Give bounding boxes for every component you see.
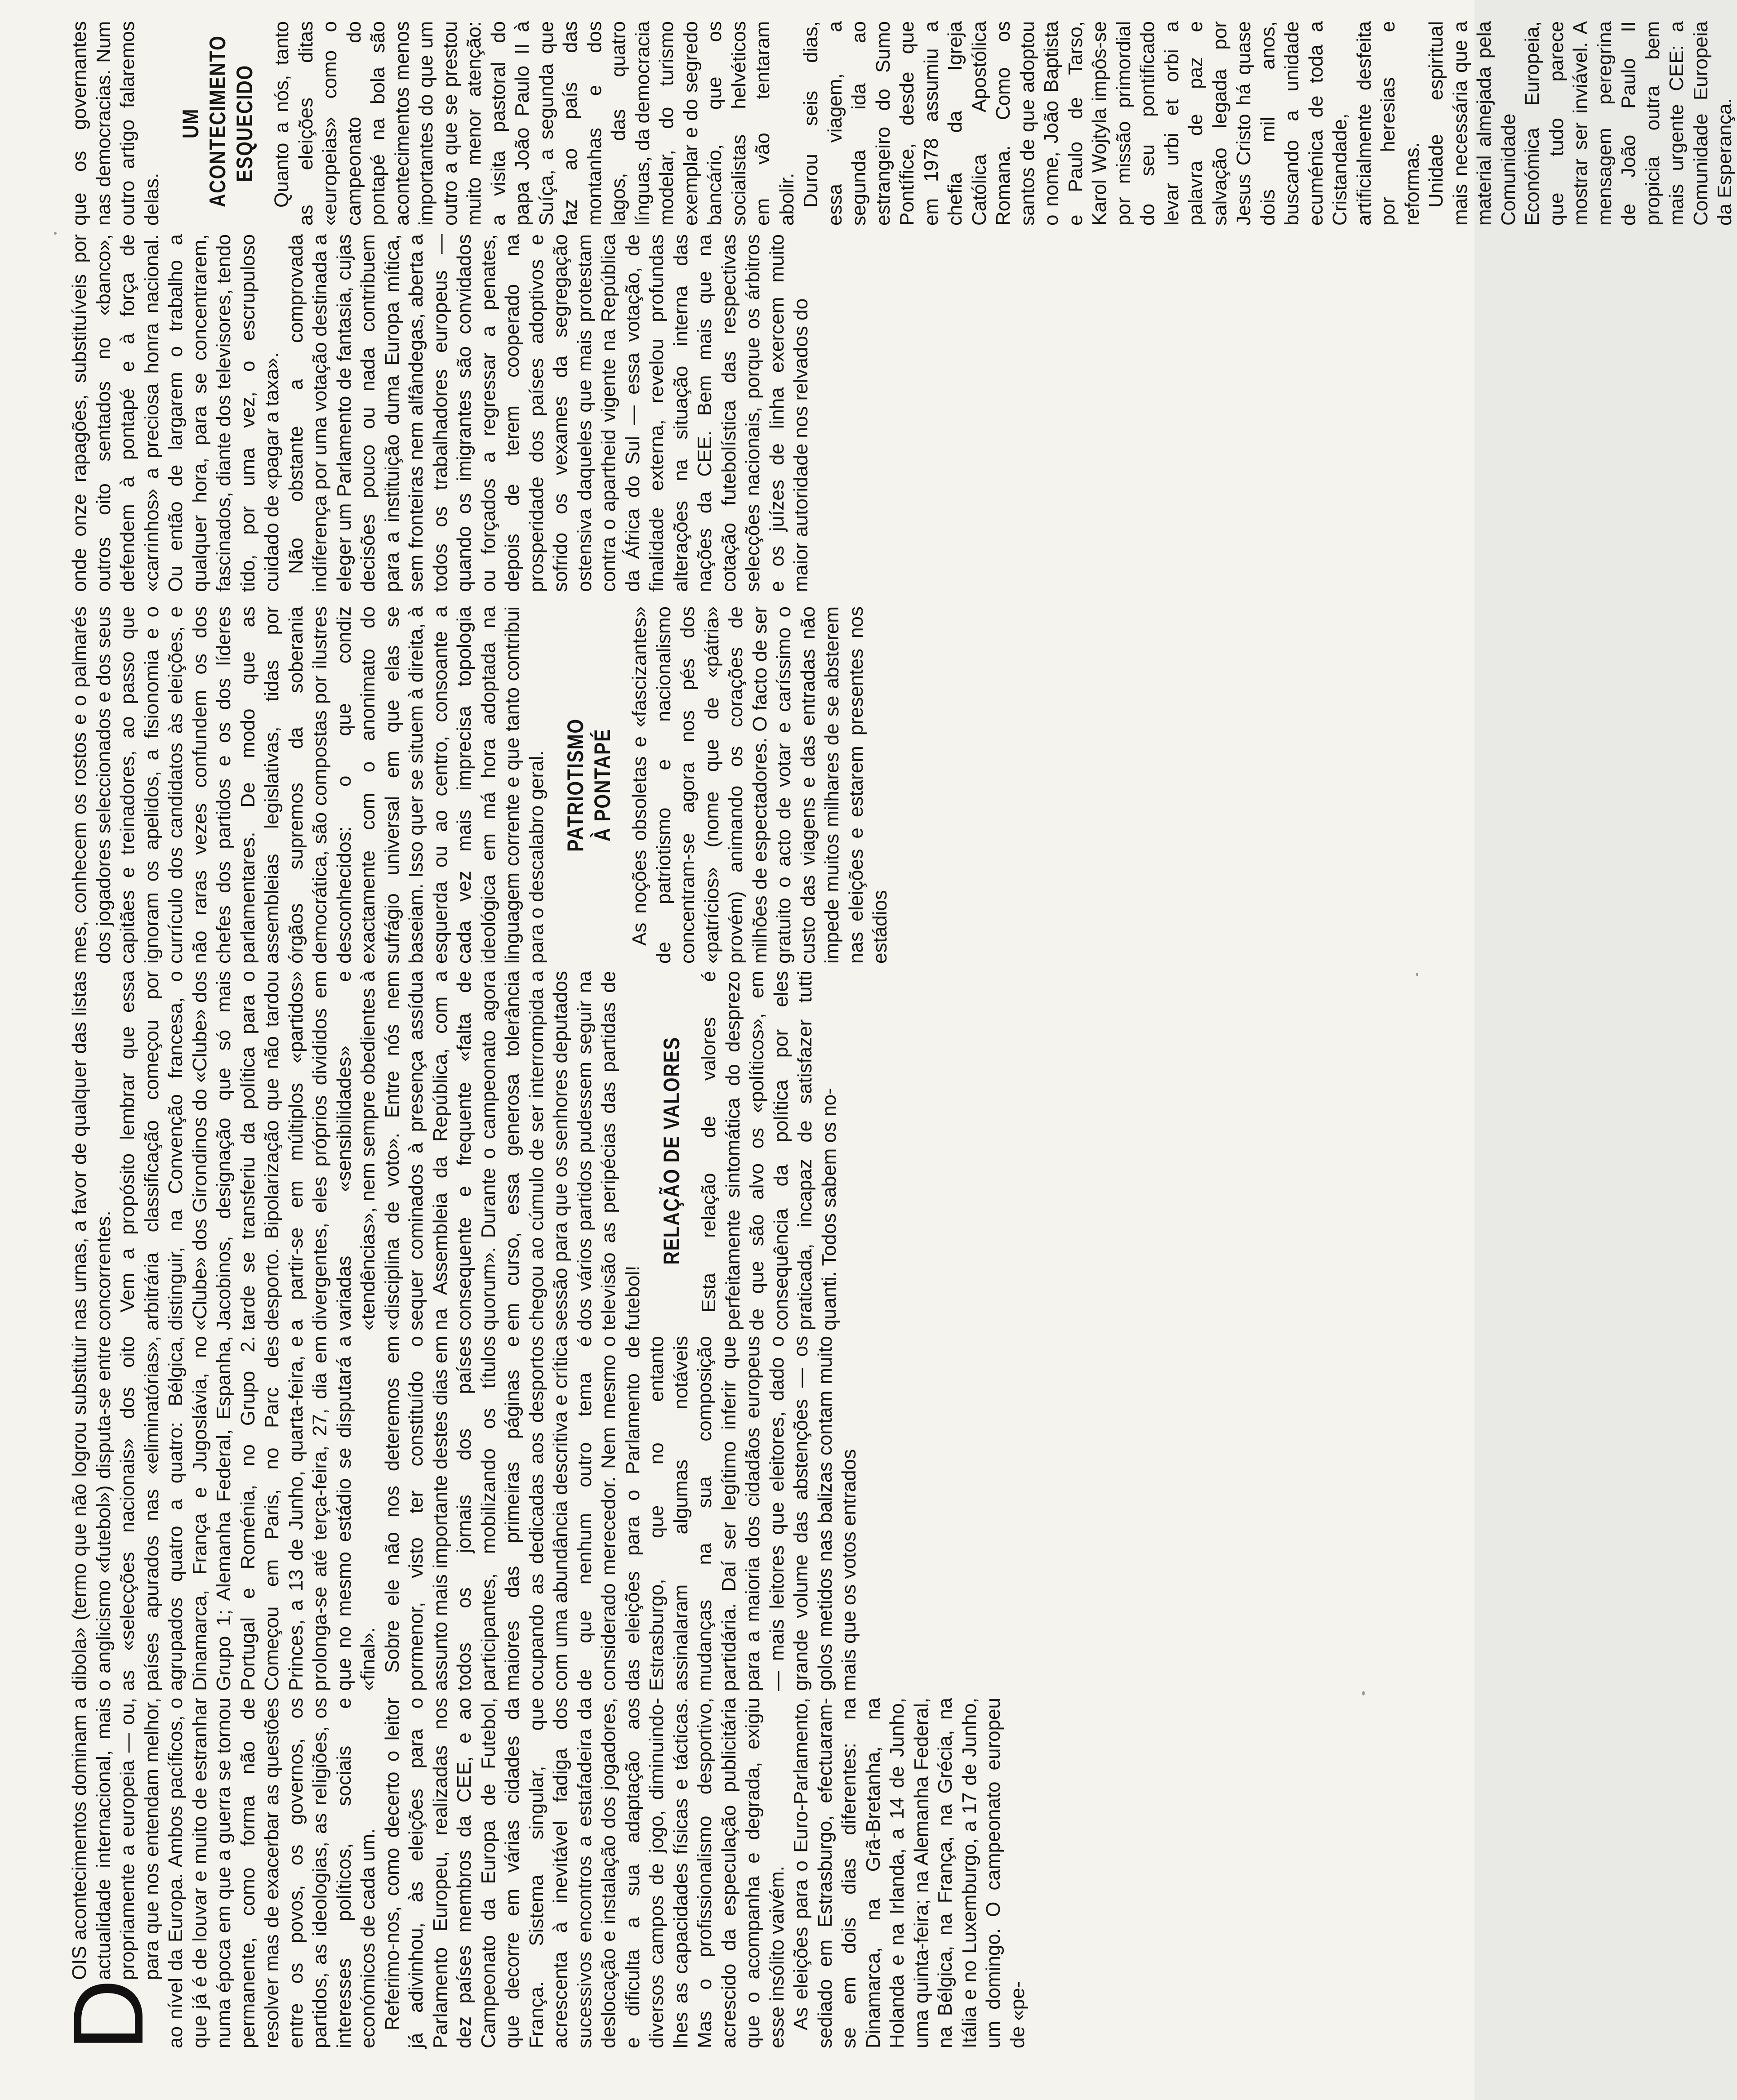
drop-cap: D [53, 1979, 164, 2051]
column-1 [53, 1698, 1425, 2051]
paragraph: Vem a propósito lembrar que essa arbitrária classificação começou por distinguir, na Convenção francesa, o «Clube» dos Girondinos do «Clube» dos Jacobinos, designação que só mais tarde se transferiu da política para o desporto. Bipolarização que não tardou a partir-se em múltiplos «partidos» divergentes, eles próprios divididos em variadas «sensibilidades» e «tendências», nem sempre obedientes à «disciplina de voto». Entre nós nem sequer cominados à presença assídua na Assembleia da República, com a consequente e frequente «falta de quorum». Durante o campeonato agora em curso, essa generosa tolerância chegou ao cúmulo de ser interrompida a sessão para que os senhores deputados dos vários partidos pudessem seguir na televisão as peripécias das partidas de futebol! [116, 971, 644, 1330]
paragraph: que os governantes nas democracias. Num outro artigo falaremos delas. [68, 21, 163, 226]
subheading-relacao-de-valores: RELAÇÃO DE VALORES [659, 1037, 684, 1265]
column-4 [67, 606, 1425, 964]
column-3 [67, 971, 1425, 1330]
paragraph: As noções obsoletas e «fascizantes» de patriotismo e nacionalismo concentram-se agora nos pés dos «patrícios» (nome que de «pátria» provém) animando os corações de milhões de espectadores. O facto de ser gratuito o acto de votar e caríssimo o custo das viagens e das entradas não impede muitos milhares de se absterem nas eleições e estarem presentes nos estádios [628, 606, 891, 964]
paragraph: Esta relação de valores é perfeitamente sintomática do desprezo de que são alvo os «políticos», em consequência da política por eles praticada, incapaz de satisfazer tutti quanti. Todos sabem os no- [698, 971, 840, 1330]
paragraph: onde onze rapagões, substituíveis por outros oito sentados no «banco», defendem à pontapé e à força de «carrinhos» a preciosa honra nacional. Ou então de largarem o trabalho a qualquer hora, para se concentrarem, fascinados, diante dos televisores, tendo tido, por uma vez, o escrupuloso cuidado de «pagar a taxa». [68, 234, 283, 592]
paragraph: Durou seis dias, essa viagem, a segunda ida ao estrangeiro do Sumo Pontífice, desde que em 1978 assumiu a chefia da Igreja Católica Apostólica Romana. Como os santos de que adoptou o nome, João Baptista e Paulo de Tarso, Karol Wojtyla impôs-se por missão primordial do seu pontificado levar urbi et orbi a palavra de paz e salvação legada por Jesus Cristo há quase dois mil anos, buscando a unidade ecuménica de toda a Cristandade, artificialmente desfeita por heresias e reformas. [800, 21, 1423, 226]
paragraph: Quanto a nós, tanto as eleições ditas «europeias» como o campeonato do pontapé na bola são acontecimentos menos importantes do que um outro a que se prestou muito menor atenção: a visita pastoral do papa João Paulo II à Suíça, a segunda que faz ao país das montanhas e dos lagos, das quatro línguas, da democracia modelar, do turismo exemplar e do segredo bancário, que os socialistas helvéticos em vão tentaram abolir. [271, 21, 798, 226]
subheading-line-1: PATRIOTISMO [563, 718, 588, 852]
paragraph: Não obstante a comprovada indiferença por uma votação destinada a eleger um Parlamento de fantasia, cujas decisões pouco ou nada contribuem para a instituição duma Europa mítica, sem fronteiras nem alfândegas, aberta a todos os trabalhadores europeus — quando os imigrantes são convidados ou forçados a regressar a penates, depois de terem cooperado na prosperidade dos países adoptivos e sofrido os vexames da segregação ostensiva daqueles que mais protestam contra o apartheid vigente na República da África do Sul — essa votação, de finalidade externa, revelou profundas alterações na situação interna das nações da CEE. Bem mais que na cotação futebolística das respectivas selecções nacionais, porque os árbitros e os juízes de linha exercem muito maior autoridade nos relvados do [285, 234, 812, 592]
paragraph: OIS acontecimentos dominam a actualidade internacional, mais propriamente a europeia — ou, para que nos entendam melhor, ao nível da Europa. Ambos pacíficos, o que já é de louvar e muito de estranhar numa época em que a guerra se tornou permanente, como forma não de resolver mas de exacerbar as questões entre os povos, os governos, os partidos, as ideologias, as religiões, os interesses políticos, sociais e económicos de cada um. [68, 1698, 379, 2048]
scan-speck [54, 232, 57, 235]
paragraph: Sobre ele não nos deteremos em pormenor, visto ter constituído o assunto mais importante destes dias em todos os jornais dos países participantes, mobilizando os títulos maiores das primeiras páginas e ocupando as dedicadas aos desportos com uma abundância descritiva e crítica de que nenhum outro tema é considerado merecedor. Nem mesmo o das eleições para o Parlamento de Estrasburgo, que no entanto assinalaram algumas notáveis mudanças na sua composição partidária. Daí ser legítimo inferir que para a maioria dos cidadãos europeus — mais leitores que eleitores, dado o grande volume das abstenções — os golos metidos nas balizas contam muito mais que os votos entrados [381, 1336, 860, 1691]
column-2 [67, 1336, 1425, 1691]
column-5 [67, 234, 1425, 592]
paragraph: As eleições para o Euro-Parlamento, sediado em Estrasburgo, efectuaram-se em dois dias diferentes: na Dinamarca, na Grã-Bretanha, na Holanda e na Irlanda, a 14 de Junho, uma quinta-feira; na Alemanha Federal, na Bélgica, na França, na Grécia, na Itália e no Luxemburgo, a 17 de Junho, um domingo. O campeonato europeu de «pe- [790, 1698, 1029, 2048]
paragraph: Referimo-nos, como decerto o leitor já adivinhou, às eleições para o Parlamento Europeu, realizadas nos dez países membros da CEE, e ao Campeonato da Europa de Futebol, que decorre em várias cidades da França. Sistema singular, que acrescenta à inevitável fadiga dos sucessivos encontros a estafadeira da deslocação e instalação dos jogadores, e dificulta a sua adaptação aos diversos campos de jogo, diminuindo-lhes as capacidades físicas e tácticas. Mas o profissionalismo desportivo, acrescido da especulação publicitária que o acompanha e degrada, exigiu esse insólito vaivém. [381, 1698, 788, 2048]
paragraph: dibola» (termo que não logrou substituir o anglicismo «futebol») disputa-se entre as «selecções nacionais» dos oito países apurados nas «eliminatórias», agrupados quatro a quatro: Bélgica, Dinamarca, França e Jugoslávia, no Grupo 1; Alemanha Federal, Espanha, Portugal e Roménia, no Grupo 2. Começou em Paris, no Parc des Princes, a 13 de Junho, quarta-feira, e prolonga-se até terça-feira, 27, dia em que no mesmo estádio se disputará a «final». [68, 1336, 379, 1691]
subheading-line-2: ESQUECIDO [232, 65, 257, 182]
subheading-um-acontecimento-esquecido [177, 35, 258, 208]
paragraph: Unidade espiritual mais necessária que a material almejada pela Comunidade Económica Europeia, que tudo parece mostrar ser inviável. A mensagem peregrina de João Paulo II propicia outra bem mais urgente CEE: a Comunidade Europeia da Esperança. [1425, 21, 1736, 226]
subheading-patriotismo [562, 639, 616, 932]
subheading-line-2: À PONTAPÉ [590, 729, 615, 841]
scan-speck [1362, 1691, 1365, 1695]
paragraph: mes, conhecem os rostos e o palmarés dos jogadores seleccionados e dos seus capitães e treinadores, ao passo que ignoram os apelidos, a fisionomia e o currículo dos candidatos às eleições, e não raras vezes confundem os dos chefes dos partidos e os dos líderes parlamentares. De modo que as assembleias legislativas, tidas por órgãos supremos da soberania democrática, são compostas por ilustres desconhecidos: o que condiz exactamente com o anonimato do sufrágio universal em que elas se baseiam. Isso quer se situem à direita, à esquerda ou ao centro, consoante a cada vez mais imprecisa topologia ideológica em má hora adoptada na linguagem corrente e que tanto contribui para o descalabro geral. [68, 606, 548, 964]
scan-speck [1416, 973, 1418, 976]
subheading-line-1: UM ACONTECIMENTO [178, 35, 230, 208]
paragraph: nas urnas, a favor de qualquer das listas concorrentes. [68, 971, 115, 1330]
column-6 [67, 21, 1736, 226]
